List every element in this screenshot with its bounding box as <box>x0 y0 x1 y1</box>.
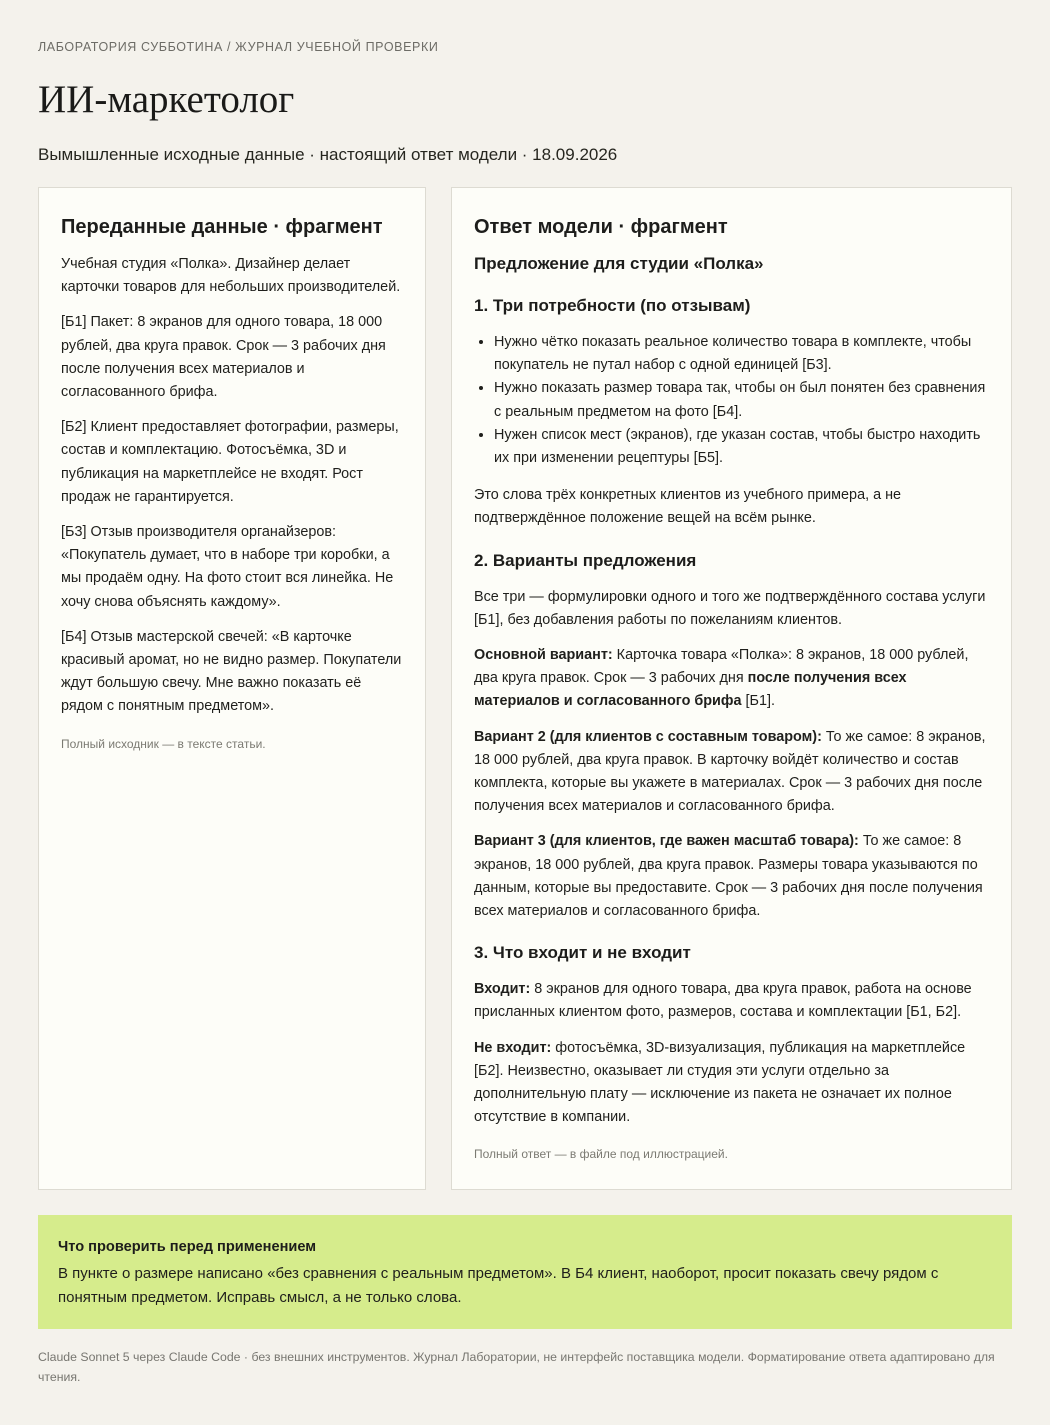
variant-2-label: Вариант 2 (для клиентов с составным товаром): <box>474 728 822 745</box>
included <box>474 978 989 1024</box>
footer-note: Claude Sonnet 5 через Claude Code · без внешних инструментов. Журнал Лаборатории, не интерфейс поставщика модели. Форматирование ответа адаптировано для чтения. <box>38 1350 995 1384</box>
included-text: 8 экранов для одного товара, два круга правок, работа на основе присланных клиентом фото, размеров, состава и комплектации [Б1, Б2]. <box>474 981 972 1021</box>
breadcrumb: ЛАБОРАТОРИЯ СУББОТИНА / ЖУРНАЛ УЧЕБНОЙ ПРОВЕРКИ <box>38 40 439 54</box>
list-item: • Нужен список мест (экранов), где указан состав, чтобы быстро находить их при изменении рецептуры [Б5]. <box>494 424 989 470</box>
variant-2 <box>474 726 989 819</box>
input-paragraph: [Б4] Отзыв мастерской свечей: «В карточке красивый аромат, но не видно размер. Покупатели ждут большую свечу. Мне важно показать её рядом с понятным предметом». <box>61 628 402 715</box>
section-1-title: 1. Три потребности (по отзывам) <box>474 296 751 315</box>
list-item: • Нужно показать размер товара так, чтобы он был понятен без сравнения с реальным предметом на фото [Б4]. <box>494 377 989 423</box>
input-paragraph: [Б1] Пакет: 8 экранов для одного товара, 18 000 рублей, два круга правок. Срок — 3 рабочих дня после получения всех материалов и согласованного брифа. <box>61 314 386 401</box>
answer-panel-note: Полный ответ — в файле под иллюстрацией. <box>474 1147 728 1162</box>
excluded-label: Не входит: <box>474 1039 552 1056</box>
main-variant-text: Карточка товара «Полка»: 8 экранов, 18 000 рублей, два круга правок. Срок — 3 рабочих дня <box>474 647 969 687</box>
input-paragraph: [Б2] Клиент предоставляет фотографии, размеры, состав и комплектацию. Фотосъёмка, 3D и публикация на маркетплейсе не входят. Рост продаж не гарантируется. <box>61 419 399 505</box>
input-paragraph: Учебная студия «Полка». Дизайнер делает карточки товаров для небольших производителей. <box>61 256 401 296</box>
input-data-panel <box>38 187 426 1190</box>
callout-body: В пункте о размере написано «без сравнения с реальным предметом». В Б4 клиент, наоборот, просит показать свечу рядом с понятным предметом. Исправь смысл, а не только слова. <box>58 1265 939 1306</box>
main-variant-source: [Б1]. <box>741 693 775 710</box>
model-answer-panel <box>451 187 1012 1190</box>
variant-3 <box>474 830 989 923</box>
section-1-closing: Это слова трёх конкретных клиентов из учебного примера, а не подтверждённое положение вещей на всём рынке. <box>474 487 902 527</box>
input-paragraph: [Б3] Отзыв производителя органайзеров: «Покупатель думает, что в наборе три коробки, а мы продаём одну. На фото стоит вся линейка. Не хочу снова объяснять каждому». <box>61 524 394 610</box>
excluded <box>474 1037 989 1130</box>
variant-3-text: То же самое: 8 экранов, 18 000 рублей, два круга правок. Размеры товара указываются по данным, которые вы предоставите. Срок — 3 рабочих дня после получения всех материалов и согласованного брифа. <box>474 833 983 920</box>
callout-heading: Что проверить перед применением <box>58 1239 317 1255</box>
page-subtitle: Вымышленные исходные данные · настоящий ответ модели · 18.09.2026 <box>38 145 618 164</box>
input-panel-heading: Переданные данные · фрагмент <box>61 216 383 238</box>
excluded-text: фотосъёмка, 3D-визуализация, публикация на маркетплейсе [Б2]. Неизвестно, оказывает ли студия эти услуги отдельно за дополнительную плату — исключение из пакета не означает их полное отсутствие в компании. <box>474 1039 966 1126</box>
answer-panel-heading: Ответ модели · фрагмент <box>474 216 728 238</box>
list-item: • Нужно чётко показать реальное количество товара в комплекте, чтобы покупатель не путал набор с одной единицей [Б3]. <box>494 331 989 377</box>
variant-2-text: То же самое: 8 экранов, 18 000 рублей, два круга правок. В карточку войдёт количество и состав комплекта, которые вы укажете в материалах. Срок — 3 рабочих дня после получения всех материалов и согласованного брифа. <box>474 728 986 815</box>
variant-3-label: Вариант 3 (для клиентов, где важен масштаб товара): <box>474 833 859 850</box>
main-variant <box>474 644 989 714</box>
main-variant-label: Основной вариант: <box>474 647 613 664</box>
section-2-intro: Все три — формулировки одного и того же подтверждённого состава услуги [Б1], без добавления работы по пожеланиям клиентов. <box>474 588 986 628</box>
input-panel-note: Полный исходник — в тексте статьи. <box>61 736 266 751</box>
main-variant-emphasis: после получения всех материалов и согласованного брифа <box>474 670 907 710</box>
proposal-title: Предложение для студии «Полка» <box>474 254 764 273</box>
section-3-title: 3. Что входит и не входит <box>474 943 691 963</box>
page-title: ИИ-маркетолог <box>38 78 295 121</box>
needs-list <box>474 331 989 470</box>
section-2-title: 2. Варианты предложения <box>474 550 697 570</box>
check-callout <box>38 1215 1012 1329</box>
included-label: Входит: <box>474 981 531 998</box>
